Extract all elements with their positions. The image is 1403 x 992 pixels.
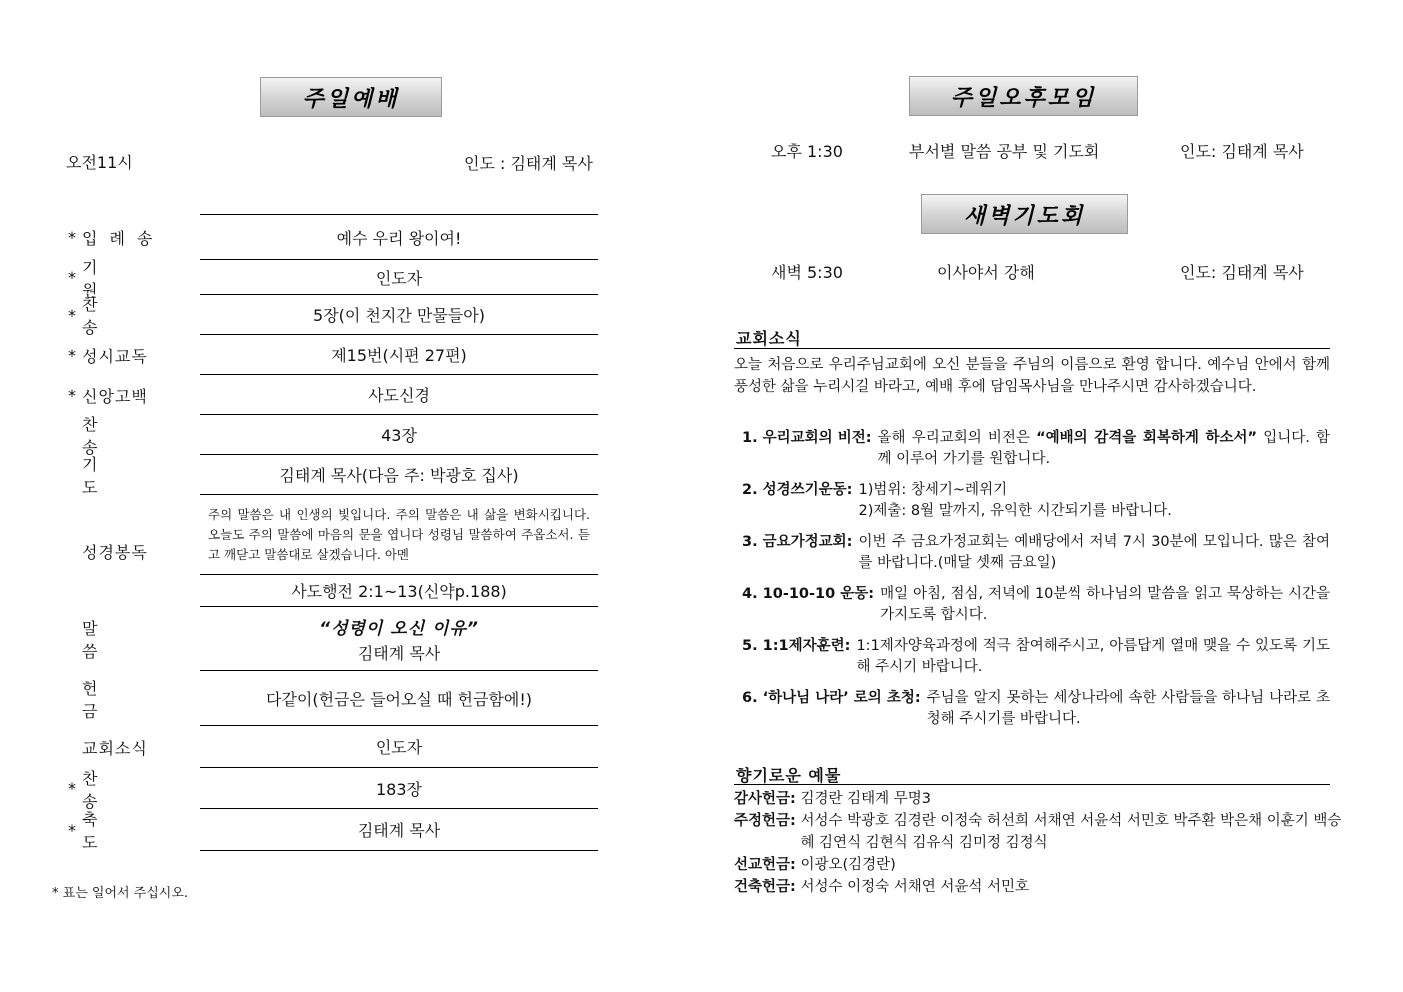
order-value: 5장(이 천지간 만물들아) xyxy=(200,295,598,335)
list-item: 주정헌금: 서성수 박광호 김경란 이정숙 허선희 서채연 서윤석 서민호 박주환 박은채 이훈기 백승혜 김연식 김현식 김유식 김미정 김정식 xyxy=(734,813,1342,851)
order-of-worship xyxy=(60,214,600,851)
order-row: 기도 김태계 목사(다음 주: 박광호 집사) xyxy=(60,455,600,495)
order-row: 찬송 43장 xyxy=(60,415,600,455)
order-row: * 입례송 예수 우리 왕이여! xyxy=(60,215,600,260)
order-row: * 신앙고백 사도신경 xyxy=(60,375,600,415)
order-value: 김태계 목사(다음 주: 박광호 집사) xyxy=(200,455,598,495)
order-value: 43장 xyxy=(200,415,598,455)
list-item: 3. 금요가정교회: 이번 주 금요가정교회는 예배당에서 저녁 7시 30분에 모입니다. 많은 참여를 바랍니다.(매달 셋째 금요일) xyxy=(742,534,1330,571)
order-row: * 찬송 5장(이 천지간 만물들아) xyxy=(60,295,600,335)
order-row: 헌금 다같이(헌금은 들어오실 때 헌금함에!) xyxy=(60,671,600,726)
dawn-time: 새벽 5:30 xyxy=(771,263,843,282)
order-value: 인도자 xyxy=(200,726,598,768)
order-row: 성경봉독 주의 말씀은 내 인생의 빛입니다. 주의 말씀은 내 삶을 변화시킵니다. 오늘도 주의 말씀에 마음의 문을 엽니다 성령님 말씀하여 주옵소서. 듣고 깨닫고 말씀대로 살겠습니다. 아멘 사도행전 2:1~13(신약p.188) xyxy=(60,495,600,607)
list-item: 건축헌금: 서성수 이정숙 서채연 서윤석 서민호 xyxy=(734,879,1029,895)
afternoon-desc: 부서별 말씀 공부 및 기도회 xyxy=(909,142,1100,161)
order-value: 예수 우리 왕이여! xyxy=(200,215,598,260)
list-item: 선교헌금: 이광오(김경란) xyxy=(734,857,896,873)
list-item: 2. 성경쓰기운동: 1)범위: 창세기~레위기 2)제출: 8월 말까지, 유익한 시간되기를 바랍니다. xyxy=(742,482,1172,519)
scripture-reference: 사도행전 2:1~13(신약p.188) xyxy=(200,575,598,607)
order-value: 제15번(시편 27편) xyxy=(200,335,598,375)
order-row: * 찬송 183장 xyxy=(60,768,600,809)
list-item: 6. ‘하나님 나라’ 로의 초청: 주님을 알지 못하는 세상나라에 속한 사람들을 하나님 나라로 초청해 주시기를 바랍니다. xyxy=(742,690,1330,727)
afternoon-leader: 인도: 김태계 목사 xyxy=(1180,142,1304,161)
dawn-prayer-banner: 새벽기도회 xyxy=(921,194,1128,234)
offerings-list xyxy=(734,788,1364,898)
list-item: 4. 10-10-10 운동: 매일 아침, 점심, 저녁에 10분씩 하나님의 말씀을 읽고 묵상하는 시간을 가지도록 합시다. xyxy=(742,586,1330,623)
order-value: 다같이(헌금은 들어오실 때 헌금함에!) xyxy=(200,671,598,726)
worship-time: 오전11시 xyxy=(66,153,133,172)
church-news-intro: 오늘 처음으로 우리주님교회에 오신 분들을 주님의 이름으로 환영 합니다. 예수님 안에서 함께 풍성한 삶을 누리시길 바라고, 예배 후에 담임목사님을 만나주시면 감사하겠습니다. xyxy=(734,357,1330,395)
standing-footnote: * 표는 일어서 주십시오. xyxy=(52,886,189,901)
order-row: 교회소식 인도자 xyxy=(60,726,600,768)
church-news-list xyxy=(742,428,1330,740)
dawn-leader: 인도: 김태계 목사 xyxy=(1180,263,1304,282)
sunday-worship-banner: 주일예배 xyxy=(260,77,442,117)
order-row: * 성시교독 제15번(시편 27편) xyxy=(60,335,600,375)
order-value: 183장 xyxy=(200,768,598,809)
dawn-desc: 이사야서 강해 xyxy=(937,263,1035,282)
afternoon-time: 오후 1:30 xyxy=(771,142,843,161)
list-item: 5. 1:1제자훈련: 1:1제자양육과정에 적극 참여해주시고, 아름답게 열매 맺을 수 있도록 기도해 주시기 바랍니다. xyxy=(742,638,1330,675)
order-value: 사도신경 xyxy=(200,375,598,415)
list-item: 감사헌금: 김경란 김태계 무명3 xyxy=(734,791,931,807)
afternoon-meeting-banner: 주일오후모임 xyxy=(909,76,1138,116)
order-value: 인도자 xyxy=(200,260,598,295)
sermon-title: “성령이 오신 이유” xyxy=(319,618,479,639)
list-item: 1. 우리교회의 비전: 올해 우리교회의 비전은 “예배의 감격을 회복하게 하소서” 입니다. 함께 이루어 가기를 원합니다. xyxy=(742,430,1330,467)
sermon-preacher: 김태계 목사 xyxy=(357,643,441,663)
order-value: 김태계 목사 xyxy=(200,809,598,851)
order-row: * 기원 인도자 xyxy=(60,260,600,295)
order-row: * 축도 김태계 목사 xyxy=(60,809,600,851)
offerings-title: 향기로운 예물 xyxy=(736,766,842,785)
sermon xyxy=(200,607,598,671)
scripture-prayer: 주의 말씀은 내 인생의 빛입니다. 주의 말씀은 내 삶을 변화시킵니다. 오늘도 주의 말씀에 마음의 문을 엽니다 성령님 말씀하여 주옵소서. 듣고 깨닫고 말씀대로 살겠습니다. 아멘 xyxy=(208,506,590,562)
order-row: 말씀 “성령이 오신 이유” 김태계 목사 xyxy=(60,607,600,671)
worship-leader: 인도 : 김태계 목사 xyxy=(464,154,593,173)
church-news-title: 교회소식 xyxy=(736,329,802,348)
